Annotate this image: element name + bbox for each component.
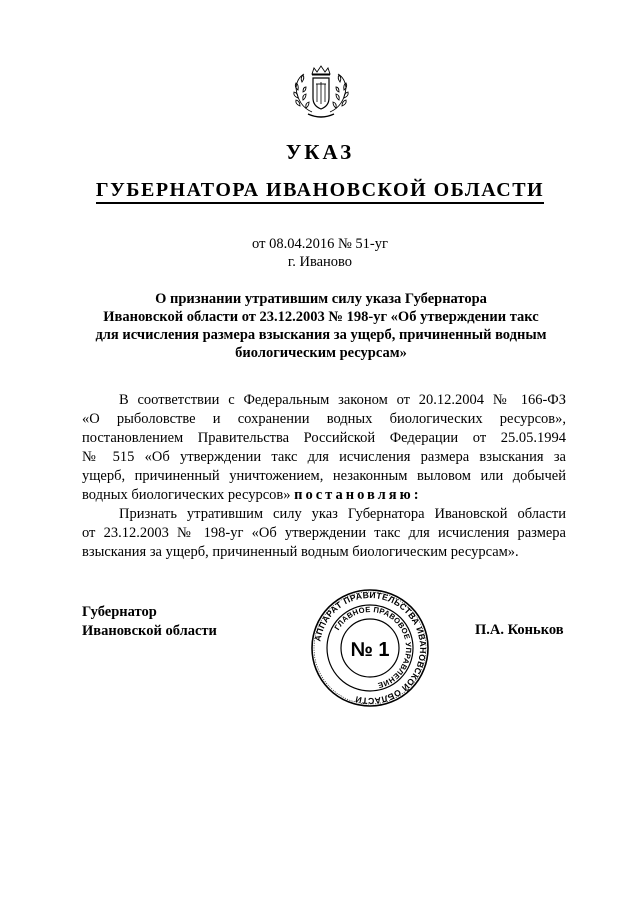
resolution-prefix: водных биологических ресурсов»: [82, 487, 291, 503]
document-subtitle: [0, 179, 640, 202]
signatory-position-line: Губернатор: [82, 604, 157, 620]
body-line: ущерб, причиненный уничтожением, незаконным выловом или добычей: [82, 468, 566, 484]
heading-line: для исчисления размера взыскания за ущерб, причиненный водным: [95, 327, 547, 343]
seal-outer-text: АППАРАТ ПРАВИТЕЛЬСТВА ИВАНОВСКОЙ ОБЛАСТИ: [312, 589, 429, 707]
document-subtitle-text: ГУБЕРНАТОРА ИВАНОВСКОЙ ОБЛАСТИ: [96, 179, 544, 204]
signatory-position: [82, 603, 217, 641]
seal-number: № 1: [350, 639, 390, 661]
signatory-name: П.А. Коньков: [475, 622, 564, 638]
signatory-position-line: Ивановской области: [82, 623, 217, 639]
heading-line: О признании утратившим силу указа Губернатора: [155, 291, 487, 307]
body-line: от 23.12.2003 № 198-уг «Об утверждении такс для исчисления размера: [82, 525, 566, 541]
heading-line: Ивановской области от 23.12.2003 № 198-уг «Об утверждении такс: [103, 309, 539, 325]
decree-date-number: от 08.04.2016 № 51-уг: [252, 236, 388, 252]
body-line: взыскания за ущерб, причиненный водным биологическим ресурсам».: [82, 544, 519, 560]
decree-city: г. Иваново: [287, 254, 353, 270]
seal-inner-text: ГЛАВНОЕ ПРАВОВОЕ УПРАВЛЕНИЕ: [332, 604, 414, 691]
decree-body: [82, 391, 566, 562]
resolution-word: постановляю: [294, 487, 414, 503]
decree-heading: [60, 290, 582, 362]
body-line: постановлением Правительства Российской Федерации от 25.05.1994: [82, 430, 566, 446]
body-line: «О рыболовстве и сохранении водных биологических ресурсов»,: [82, 411, 566, 427]
body-line: № 515 «Об утверждении такс для исчисления размера взыскания за: [82, 449, 566, 465]
document-title: УКАЗ: [285, 140, 355, 164]
coat-of-arms-emblem-icon: [288, 62, 354, 122]
body-line-resolution: [82, 486, 566, 505]
resolution-colon: :: [413, 487, 419, 503]
official-seal-stamp-icon: [310, 588, 430, 708]
heading-line: биологическим ресурсам»: [235, 345, 407, 361]
body-line: Признать утратившим силу указ Губернатора Ивановской области: [119, 506, 566, 522]
body-line: В соответствии с Федеральным законом от 20.12.2004 № 166-ФЗ: [119, 392, 566, 408]
